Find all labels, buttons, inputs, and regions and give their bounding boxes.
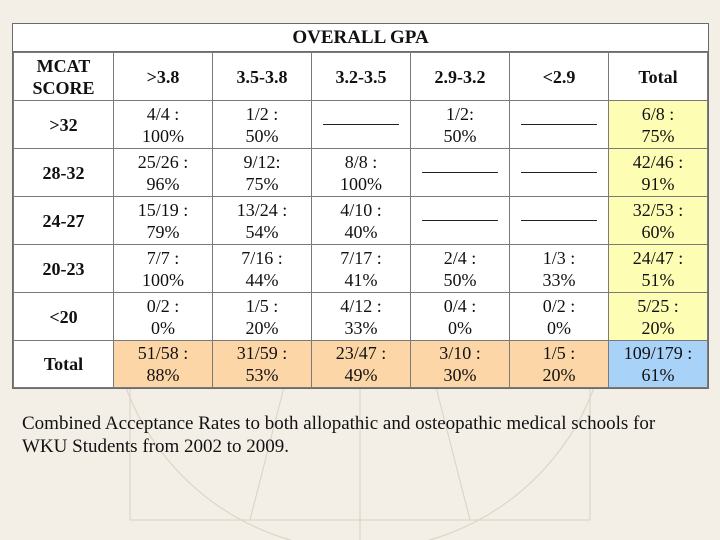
table-cell bbox=[114, 197, 213, 245]
table-cell bbox=[510, 245, 609, 293]
column-header: 2.9-3.2 bbox=[411, 53, 510, 101]
cell-fraction: 4/10 : bbox=[340, 199, 382, 220]
table-cell bbox=[114, 245, 213, 293]
empty-cell-line bbox=[422, 172, 498, 173]
cell-fraction: 51/58 : bbox=[137, 343, 189, 363]
row-header: 20-23 bbox=[14, 245, 114, 293]
table-cell bbox=[411, 341, 510, 388]
cell-fraction: 1/5 : bbox=[542, 343, 576, 363]
cell-percent: 50% bbox=[443, 125, 477, 146]
cell-fraction: 15/19 : bbox=[137, 199, 189, 220]
cell-fraction: 32/53 : bbox=[632, 199, 684, 220]
cell-percent: 20% bbox=[542, 365, 576, 385]
table-cell bbox=[510, 101, 609, 149]
cell-percent: 96% bbox=[146, 173, 180, 194]
cell-fraction: 1/2 : bbox=[245, 103, 279, 124]
cell-fraction: 4/4 : bbox=[146, 103, 180, 124]
empty-cell-line bbox=[521, 172, 597, 173]
row-header: >32 bbox=[14, 101, 114, 149]
table-cell bbox=[114, 101, 213, 149]
cell-percent: 53% bbox=[245, 365, 279, 385]
table-cell bbox=[213, 293, 312, 341]
cell-fraction: 8/8 : bbox=[344, 151, 378, 172]
cell-percent: 20% bbox=[245, 317, 279, 338]
cell-fraction: 1/3 : bbox=[542, 247, 576, 268]
cell-fraction: 7/7 : bbox=[146, 247, 180, 268]
cell-percent: 49% bbox=[344, 365, 378, 385]
column-header: 3.2-3.5 bbox=[312, 53, 411, 101]
table-cell bbox=[609, 197, 708, 245]
cell-fraction: 1/2: bbox=[445, 103, 474, 124]
table-row bbox=[14, 149, 708, 197]
cell-fraction: 6/8 : bbox=[641, 103, 675, 124]
table-cell bbox=[312, 197, 411, 245]
table-cell bbox=[510, 341, 609, 388]
table-cell bbox=[609, 245, 708, 293]
table-cell bbox=[213, 101, 312, 149]
table-cell bbox=[312, 293, 411, 341]
table-title: OVERALL GPA bbox=[13, 24, 708, 52]
cell-percent: 60% bbox=[641, 221, 675, 242]
table-cell bbox=[510, 149, 609, 197]
corner-header: MCAT SCORE bbox=[14, 53, 114, 101]
cell-percent: 54% bbox=[245, 221, 279, 242]
cell-percent: 91% bbox=[641, 173, 675, 194]
table-cell bbox=[609, 341, 708, 388]
cell-fraction: 5/25 : bbox=[637, 295, 679, 316]
cell-fraction: 25/26 : bbox=[137, 151, 189, 172]
cell-percent: 40% bbox=[344, 221, 378, 242]
table-cell bbox=[213, 197, 312, 245]
cell-percent: 75% bbox=[245, 173, 279, 194]
table-cell bbox=[411, 245, 510, 293]
cell-fraction: 24/47 : bbox=[632, 247, 684, 268]
row-header: 24-27 bbox=[14, 197, 114, 245]
cell-percent: 20% bbox=[641, 317, 675, 338]
table-cell bbox=[114, 293, 213, 341]
cell-fraction: 7/16 : bbox=[241, 247, 283, 268]
cell-fraction: 3/10 : bbox=[439, 343, 481, 363]
cell-fraction: 0/2 : bbox=[146, 295, 180, 316]
table-cell bbox=[411, 101, 510, 149]
table-cell bbox=[312, 245, 411, 293]
table-cell bbox=[114, 341, 213, 388]
table-row bbox=[14, 245, 708, 293]
cell-percent: 79% bbox=[146, 221, 180, 242]
cell-fraction: 2/4 : bbox=[443, 247, 477, 268]
table-cell bbox=[609, 101, 708, 149]
table-cell bbox=[609, 149, 708, 197]
cell-fraction: 7/17 : bbox=[340, 247, 382, 268]
cell-fraction: 109/179 : bbox=[623, 343, 693, 363]
table-caption: Combined Acceptance Rates to both allopathic and osteopathic medical schools for WKU Students from 2002 to 2009. bbox=[22, 413, 656, 457]
row-header: 28-32 bbox=[14, 149, 114, 197]
table-cell bbox=[312, 341, 411, 388]
cell-percent: 61% bbox=[641, 365, 675, 385]
cell-percent: 100% bbox=[142, 269, 184, 290]
table-cell bbox=[114, 149, 213, 197]
column-header: >3.8 bbox=[114, 53, 213, 101]
cell-percent: 50% bbox=[245, 125, 279, 146]
cell-percent: 44% bbox=[245, 269, 279, 290]
acceptance-grid bbox=[13, 52, 708, 388]
table-cell bbox=[510, 293, 609, 341]
empty-cell-line bbox=[323, 124, 399, 125]
cell-percent: 33% bbox=[344, 317, 378, 338]
total-row bbox=[14, 341, 708, 388]
cell-percent: 50% bbox=[443, 269, 477, 290]
cell-fraction: 9/12: bbox=[243, 151, 281, 172]
cell-percent: 100% bbox=[142, 125, 184, 146]
cell-fraction: 31/59 : bbox=[236, 343, 288, 363]
cell-percent: 0% bbox=[151, 317, 175, 338]
table-cell bbox=[411, 293, 510, 341]
column-header: <2.9 bbox=[510, 53, 609, 101]
cell-percent: 88% bbox=[146, 365, 180, 385]
table-cell bbox=[213, 245, 312, 293]
table-cell bbox=[312, 101, 411, 149]
cell-percent: 41% bbox=[344, 269, 378, 290]
table-cell bbox=[312, 149, 411, 197]
cell-percent: 0% bbox=[448, 317, 472, 338]
cell-fraction: 0/2 : bbox=[542, 295, 576, 316]
cell-percent: 30% bbox=[443, 365, 477, 385]
column-header: 3.5-3.8 bbox=[213, 53, 312, 101]
cell-percent: 51% bbox=[641, 269, 675, 290]
cell-percent: 33% bbox=[542, 269, 576, 290]
cell-percent: 75% bbox=[641, 125, 675, 146]
table-cell bbox=[213, 149, 312, 197]
column-header: Total bbox=[609, 53, 708, 101]
cell-fraction: 1/5 : bbox=[245, 295, 279, 316]
table-row bbox=[14, 101, 708, 149]
cell-fraction: 42/46 : bbox=[632, 151, 684, 172]
cell-percent: 0% bbox=[547, 317, 571, 338]
cell-fraction: 4/12 : bbox=[340, 295, 382, 316]
table-cell bbox=[411, 149, 510, 197]
cell-percent: 100% bbox=[340, 173, 382, 194]
empty-cell-line bbox=[521, 220, 597, 221]
empty-cell-line bbox=[521, 124, 597, 125]
table-cell bbox=[411, 197, 510, 245]
cell-fraction: 0/4 : bbox=[443, 295, 477, 316]
row-header: <20 bbox=[14, 293, 114, 341]
table-cell bbox=[213, 341, 312, 388]
cell-fraction: 23/47 : bbox=[335, 343, 387, 363]
table-row bbox=[14, 197, 708, 245]
table-row bbox=[14, 293, 708, 341]
table-cell bbox=[510, 197, 609, 245]
gpa-mcat-table bbox=[12, 23, 709, 389]
table-cell bbox=[609, 293, 708, 341]
empty-cell-line bbox=[422, 220, 498, 221]
cell-fraction: 13/24 : bbox=[236, 199, 288, 220]
header-row bbox=[14, 53, 708, 101]
row-header: Total bbox=[14, 341, 114, 388]
